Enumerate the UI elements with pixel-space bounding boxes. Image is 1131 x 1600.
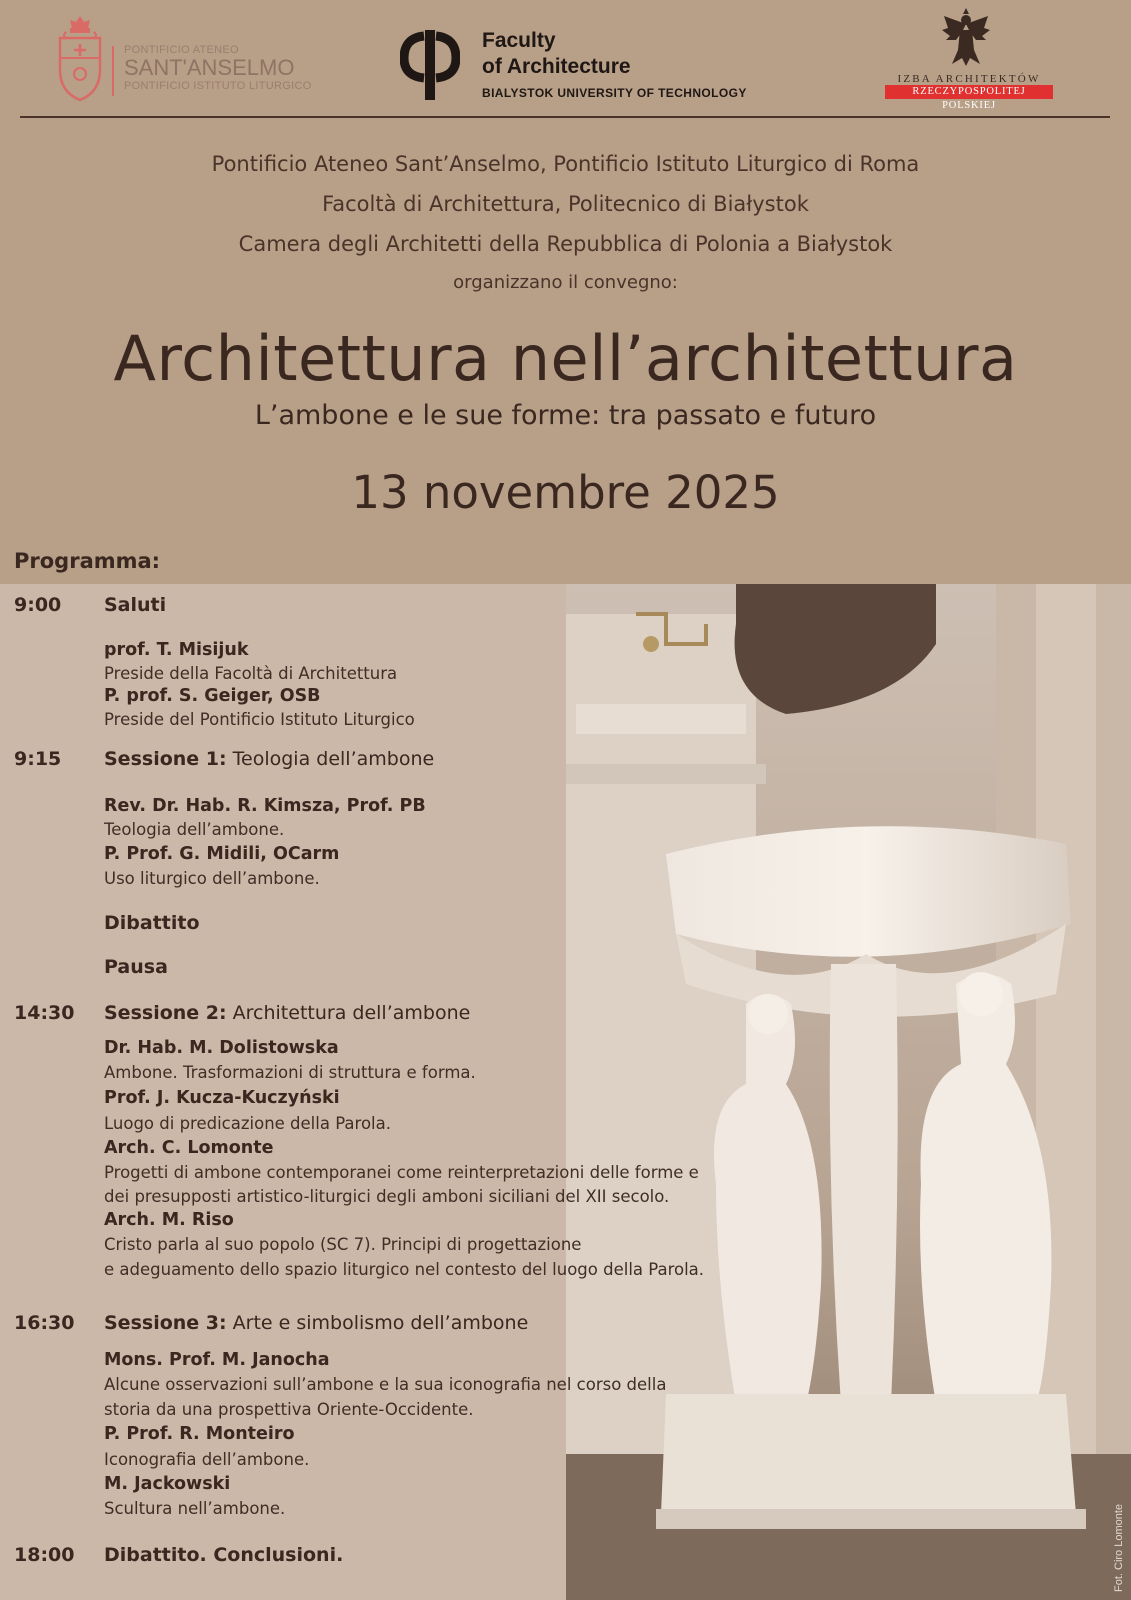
faculty-subtitle: BIALYSTOK UNIVERSITY OF TECHNOLOGY — [482, 86, 747, 100]
speaker-role: Teologia dell’ambone. — [104, 820, 285, 839]
speaker-name: Dr. Hab. M. Dolistowska — [104, 1038, 339, 1058]
session-3-title — [104, 1312, 528, 1334]
time-9-00: 9:00 — [14, 594, 62, 616]
organizer-line: Camera degli Architetti della Repubblica di Polonia a Białystok — [238, 232, 893, 256]
header-divider — [20, 116, 1110, 118]
time-9-15: 9:15 — [14, 748, 62, 770]
speaker-name: Arch. M. Riso — [104, 1210, 234, 1230]
santanselmo-line3: PONTIFICIO ISTITUTO LITURGICO — [124, 80, 312, 92]
session-3-topic: Arte e simbolismo dell’ambone — [226, 1312, 529, 1334]
organizer-line: Pontificio Ateneo Sant’Anselmo, Pontificio Istituto Liturgico di Roma — [211, 152, 920, 176]
event-title: Architettura nell’architettura — [113, 322, 1018, 395]
speaker-name: P. Prof. G. Midili, OCarm — [104, 844, 340, 864]
speaker-name: Prof. J. Kucza-Kuczyński — [104, 1088, 340, 1108]
speaker-role: Preside della Facoltà di Architettura — [104, 664, 398, 683]
organizers — [0, 144, 1131, 303]
session-2-label: Sessione 2: — [104, 1002, 227, 1024]
speaker-role: Cristo parla al suo popolo (SC 7). Principi di progettazione — [104, 1235, 582, 1254]
time-16-30: 16:30 — [14, 1312, 75, 1334]
session-3-label: Sessione 3: — [104, 1312, 227, 1334]
santanselmo-divider — [112, 46, 114, 96]
speaker-role: Progetti di ambone contemporanei come reinterpretazioni delle forme e — [104, 1163, 699, 1182]
session-1-topic: Teologia dell’ambone — [226, 748, 435, 770]
speaker-role: Preside del Pontificio Istituto Liturgico — [104, 710, 415, 729]
speaker-name: P. Prof. R. Monteiro — [104, 1424, 295, 1444]
speaker-role: Alcune osservazioni sull’ambone e la sua iconografia nel corso della — [104, 1375, 667, 1394]
speaker-name: M. Jackowski — [104, 1474, 231, 1494]
santanselmo-line2: SANT'ANSELMO — [124, 55, 295, 80]
session-1-title — [104, 748, 434, 770]
polish-eagle-icon — [940, 6, 992, 68]
speaker-name: Rev. Dr. Hab. R. Kimsza, Prof. PB — [104, 796, 426, 816]
speaker-role: Iconografia dell’ambone. — [104, 1450, 310, 1469]
session-conclusioni: Dibattito. Conclusioni. — [104, 1544, 344, 1566]
faculty-title-line1: Faculty — [482, 29, 556, 52]
speaker-role: Luogo di predicazione della Parola. — [104, 1114, 391, 1133]
photo-credit: Fot. Ciro Lomonte — [1113, 1503, 1125, 1592]
event-subtitle: L’ambone e le sue forme: tra passato e futuro — [254, 400, 877, 431]
time-18-00: 18:00 — [14, 1544, 75, 1566]
speaker-name: Mons. Prof. M. Janocha — [104, 1350, 330, 1370]
faculty-title-line2: of Architecture — [482, 55, 631, 78]
session-2-topic: Architettura dell’ambone — [226, 1002, 471, 1024]
ambo-sculpture-image — [566, 584, 1131, 1600]
speaker-role: e adeguamento dello spazio liturgico nel contesto del luogo della Parola. — [104, 1260, 705, 1279]
speaker-role: Ambone. Trasformazioni di struttura e forma. — [104, 1063, 476, 1082]
programma-heading: Programma: — [14, 549, 161, 573]
ambo-sculpture-photo — [566, 584, 1131, 1600]
speaker-name: Arch. C. Lomonte — [104, 1138, 274, 1158]
faculty-mark-icon — [400, 30, 460, 100]
speaker-name: prof. T. Misijuk — [104, 640, 249, 660]
santanselmo-line1: PONTIFICIO ATENEO — [124, 44, 239, 56]
organizers-intro: organizzano il convegno: — [453, 272, 678, 293]
session-2-title — [104, 1002, 470, 1024]
speaker-name: P. prof. S. Geiger, OSB — [104, 686, 321, 706]
dibattito-label: Dibattito — [104, 912, 200, 934]
event-date: 13 novembre 2025 — [351, 466, 780, 519]
santanselmo-text — [124, 44, 312, 92]
organizer-line: Facoltà di Architettura, Politecnico di Białystok — [322, 192, 809, 216]
header-logos — [20, 0, 1110, 118]
session-1-label: Sessione 1: — [104, 748, 227, 770]
time-14-30: 14:30 — [14, 1002, 75, 1024]
speaker-role: Scultura nell’ambone. — [104, 1499, 286, 1518]
faculty-title — [482, 28, 631, 80]
speaker-role: dei presupposti artistico-liturgici degli amboni siciliani del XII secolo. — [104, 1187, 670, 1206]
speaker-role: Uso liturgico dell’ambone. — [104, 869, 320, 888]
faculty-logo — [400, 26, 800, 106]
izba-line1: IZBA ARCHITEKTÓW — [897, 73, 1041, 85]
izba-logo — [882, 6, 1062, 111]
santanselmo-logo — [56, 14, 326, 104]
izba-line2: RZECZYPOSPOLITEJ POLSKIEJ — [885, 85, 1053, 99]
session-saluti: Saluti — [104, 594, 167, 616]
speaker-role: storia da una prospettiva Oriente-Occidente. — [104, 1400, 474, 1419]
pausa-label: Pausa — [104, 956, 168, 978]
santanselmo-crest-icon — [56, 14, 104, 102]
